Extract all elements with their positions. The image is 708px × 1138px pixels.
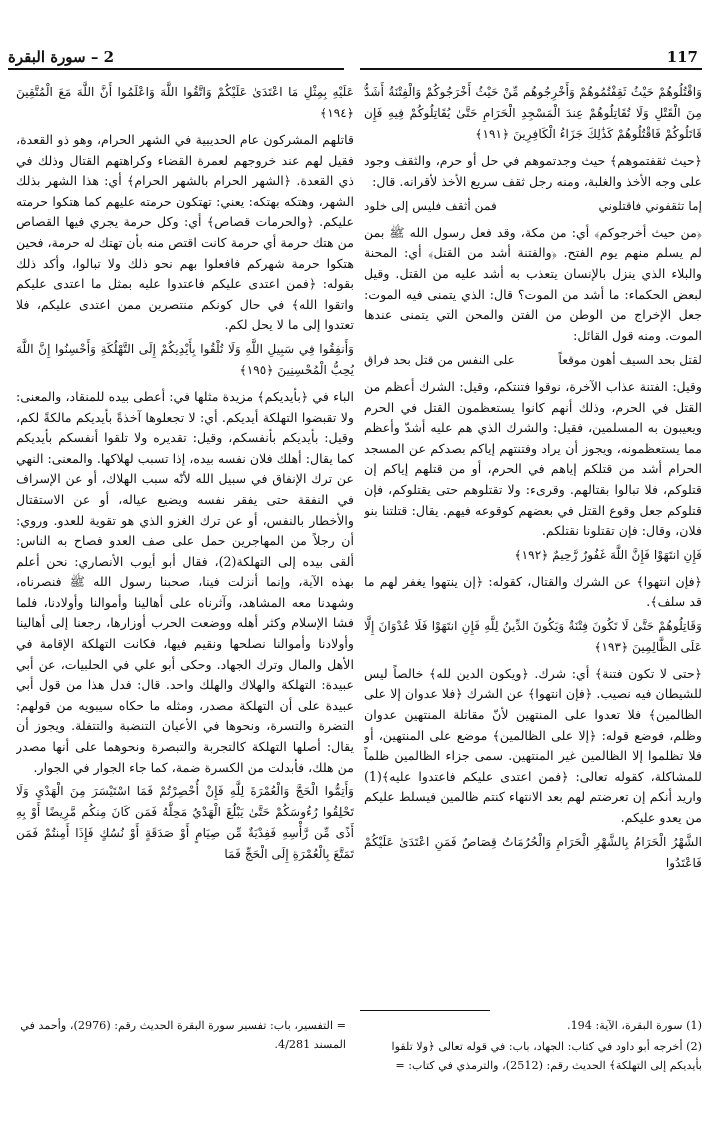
footnote: (2) أخرجه أبو داود في كتاب: الجهاد، باب: في قوله تعالى ﴿ولا تلقوا بأيديكم إلى التهلكة﴾ الحديث رقم: (2512)، والترمذي في كتاب: =: [391, 1040, 702, 1072]
commentary-paragraph: الباء في ﴿بأيديكم﴾ مزيدة مثلها في: أعطى بيده للمنقاد، والمعنى: ولا تقبضوا التهلكة أيديكم. أي: لا تجعلوها آخذةً بأيديكم مالكةً لكم، وقيل: بأيديكم بأنفسكم، وقيل: تقديره ولا تلقوا أنفسكم بأيديكم كما يقال: أهلك فلان نفسه بيده، إذا تسبب لهلاكها. والمعنى: النهي عن ترك الإنفاق في سبيل الله لأنّه سبب الهلاك، أو عن الإسراف في النفقة حتى يفقر نفسه ويضيع عياله، أو عن الاستقتال والأخطار بالنفس، أو عن ترك الغزو الذي هو تقوية للعدو. وروي: أن رجلاً من المهاجرين حمل على صف العدو فصاح به الناس: ألقى بيده إلى التهلكة(2)، فقال أبو أيوب الأنصاري: نحن أعلم بهذه الآية، وإنما أنزلت فينا، صحبنا رسول الله ﷺ فنصرناه، وشهدنا معه المشاهد، وآثرناه على أهالينا وأموالنا وأولادنا، فلما فشا الإسلام وكثر أهله ووضعت الحرب أوزارها، رجعنا إلى أهالينا وأولادنا وأموالنا نصلحها ونقيم فيها، فكانت التهلكة الإقامة في الأهل والمال وترك الجهاد. وحكى أبو علي في الحلبيات، عن أبي عبيدة: التهلكة والهلاك والهلك واحد. قال: فدل هذا من قول أبي عبيدة على أن التهلكة مصدر، ومثله ما حكاه سيبويه من قولهم: التضرة والتسرة، ونحوها في الأعيان التنضبة والتتفلة. ويجوز أن يقال: أصلها التهلكة كالتجربة والتبصرة ونحوهما على أنها مصدر من هلك، فأبدلت من الكسرة ضمة، كما جاء الجوار في الجوار.: [16, 388, 354, 775]
poem-verse: [364, 350, 702, 371]
surah-title: 2 – سورة البقرة: [8, 48, 115, 66]
commentary-paragraph: ﴿فإن انتهوا﴾ عن الشرك والقتال، كقوله: ﴿إن ينتهوا يغفر لهم ما قد سلف﴾.: [364, 573, 702, 610]
left-column: [16, 80, 354, 982]
page-header: [0, 46, 708, 72]
poem-hemistich-first: إما تثقفوني فاقتلوني: [598, 199, 702, 214]
quran-verse: عَلَيْهِ بِمِثْلِ مَا اعْتَدَىٰ عَلَيْكُمْ وَاتَّقُوا اللَّهَ وَاعْلَمُوا أَنَّ اللَّهَ مَعَ الْمُتَّقِينَ ﴿١٩٤﴾: [16, 85, 354, 120]
page-number: 117: [666, 48, 698, 66]
poem-hemistich-second: فمن أثقف فليس إلى خلود: [364, 199, 497, 214]
footnote: = التفسير، باب: تفسير سورة البقرة الحديث رقم: (2976)، وأحمد في المسند 4/281.: [20, 1019, 346, 1051]
poem-hemistich-first: لقتل بحد السيف أهون موقعاً: [558, 353, 702, 368]
header-left-rule: [8, 46, 344, 70]
quran-verse: وَقَاتِلُوهُمْ حَتَّىٰ لَا تَكُونَ فِتْنَةٌ وَيَكُونَ الدِّينُ لِلَّهِ فَإِنِ انتَهَوْا فَلَا عُدْوَانَ إِلَّا عَلَى الظَّالِمِينَ ﴿١٩٣﴾: [364, 618, 702, 654]
footnote: (1) سورة البقرة، الآية: 194.: [567, 1019, 702, 1032]
header-right-rule: [360, 46, 702, 70]
commentary-paragraph: ﴿حتى لا تكون فتنة﴾ أي: شرك. ﴿ويكون الدين لله﴾ خالصاً ليس للشيطان فيه نصيب. ﴿فإن انتهوا﴾ عن الشرك ﴿فلا عدوان إلا على الظالمين﴾ فلا تعدوا على المنتهين لأنّ مقاتلة المنتهين عدوان وظلم، فوضع قوله: ﴿إلا على الظالمين﴾ موضع على المنتهين، أو فلا تظلموا إلا الظالمين غير المنتهين. سمى جزاء الظالمين ظلماً للمشاكلة، كقوله تعالى: ﴿فمن اعتدى عليكم فاعتدوا عليه﴾(1) واريد أنكم إن تعرضتم لهم بعد الانتهاء كنتم ظالمين فيسلط عليكم من يعدو عليكم.: [364, 665, 702, 826]
quran-verse: وَأَتِمُّوا الْحَجَّ وَالْعُمْرَةَ لِلَّهِ فَإِنْ أُحْصِرْتُمْ فَمَا اسْتَيْسَرَ مِنَ الْهَدْيِ وَلَا تَحْلِقُوا رُءُوسَكُمْ حَتَّىٰ يَبْلُغَ الْهَدْيُ مَحِلَّهُ فَمَن كَانَ مِنكُم مَّرِيضًا أَوْ بِهِ أَذًى مِّن رَّأْسِهِ فَفِدْيَةٌ مِّن صِيَامٍ أَوْ صَدَقَةٍ أَوْ نُسُكٍ فَإِذَا أَمِنتُمْ فَمَن تَمَتَّعَ بِالْعُمْرَةِ إِلَى الْحَجِّ فَمَا: [16, 784, 354, 862]
commentary-paragraph: ﴿حيث ثقفتموهم﴾ حيث وجدتموهم في حل أو حرم، والثقف وجود على وجه الأخذ والغلبة، ومنه رجل ثقف سريع الأخذ لأقرانه. قال:: [364, 153, 702, 189]
commentary-paragraph: وقيل: الفتنة عذاب الآخرة، نوقوا فتنتكم، وقيل: الشرك أعظم من القتل في الحرم، وذلك أنهم كانوا يستعظمون القتل في الحرم ويعيبون به المسلمين، فقيل: والشرك الذي هم عليه أشدّ وأعظم مما يستعظمونه، ويجوز أن يراد وفتنتهم إياكم بصدكم عن المسجد الحرام أشد من قتلكم إياهم في الحرم، أو من قتلهم إياكم إن قتلوكم، فلا تبالوا بقتالهم. وقرىء: ولا تقتلوهم حتى يقتلوكم، فإن قتلوكم جعل وقوع القتل في بعضهم كوقوعه فيهم. يقال: قتلتنا بنو فلان، وقال: فإن تقتلونا نقتلكم.: [364, 378, 702, 539]
quran-verse: الشَّهْرُ الْحَرَامُ بِالشَّهْرِ الْحَرَامِ وَالْحُرُمَاتُ قِصَاصٌ فَمَنِ اعْتَدَىٰ عَلَيْكُمْ فَاعْتَدُوا: [364, 834, 702, 870]
right-column: [364, 80, 702, 982]
quran-verse: وَأَنفِقُوا فِي سَبِيلِ اللَّهِ وَلَا تُلْقُوا بِأَيْدِيكُمْ إِلَى التَّهْلُكَةِ وَأَحْسِنُوا إِنَّ اللَّهَ يُحِبُّ الْمُحْسِنِينَ ﴿١٩٥﴾: [16, 341, 354, 377]
footnotes-left: [16, 1016, 346, 1056]
commentary-paragraph: قاتلهم المشركون عام الحديبية في الشهر الحرام، وهو ذو القعدة، فقيل لهم عند خروجهم لعمرة القضاء وكراهتهم القتال وذلك في ذي القعدة. ﴿الشهر الحرام بالشهر الحرام﴾ أي: هذا الشهر بذلك الشهر، وهتكه بهتكه: يعني: تهتكون حرمته عليهم كما هتكوا حرمته عليكم. ﴿والحرمات قصاص﴾ أي: وكل حرمة يجري فيها القصاص من هتك حرمة أي حرمة كانت اقتص منه بأن تهتك له حرمة، فحين هتكوا حرمة شهركم فافعلوا بهم نحو ذلك ولا تبالوا، وأكد ذلك بقوله: ﴿فمن اعتدى عليكم فاعتدوا عليه بمثل ما اعتدى عليكم واتقوا الله﴾ في حال كونكم منتصرين ممن اعتدى عليكم، فلا تعتدوا إلى ما لا يحل لكم.: [16, 132, 354, 333]
quran-verse: فَإِنِ انتَهَوْا فَإِنَّ اللَّهَ غَفُورٌ رَّحِيمٌ ﴿١٩٢﴾: [514, 547, 702, 562]
poem-hemistich-second: على النفس من قتل بحد فراق: [364, 353, 515, 368]
footnotes-right: [364, 1016, 702, 1077]
footnote-separator: [360, 1010, 490, 1011]
commentary-paragraph: ﴿من حيث أخرجوكم﴾ أي: من مكة، وقد فعل رسول الله ﷺ بمن لم يسلم منهم يوم الفتح. ﴿والفتنة أشد من القتل﴾ أي: المحنة والبلاء الذي ينزل بالإنسان يتعذب به أشد عليه من القتل. وقيل لبعض الحكماء: ما أشد من الموت؟ قال: الذي يتمنى فيه الموت: جعل الإخراج من الوطن من الفتن والمحن التي يتمنى عندها الموت. ومنه قول القائل:: [364, 224, 702, 343]
quran-verse: وَاقْتُلُوهُمْ حَيْثُ ثَقِفْتُمُوهُمْ وَأَخْرِجُوهُم مِّنْ حَيْثُ أَخْرَجُوكُمْ وَالْفِتْنَةُ أَشَدُّ مِنَ الْقَتْلِ وَلَا تُقَاتِلُوهُمْ عِندَ الْمَسْجِدِ الْحَرَامِ حَتَّىٰ يُقَاتِلُوكُمْ فِيهِ فَإِن قَاتَلُوكُمْ فَاقْتُلُوهُمْ كَذَٰلِكَ جَزَاءُ الْكَافِرِينَ ﴿١٩١﴾: [364, 85, 702, 141]
poem-verse: [364, 196, 702, 217]
